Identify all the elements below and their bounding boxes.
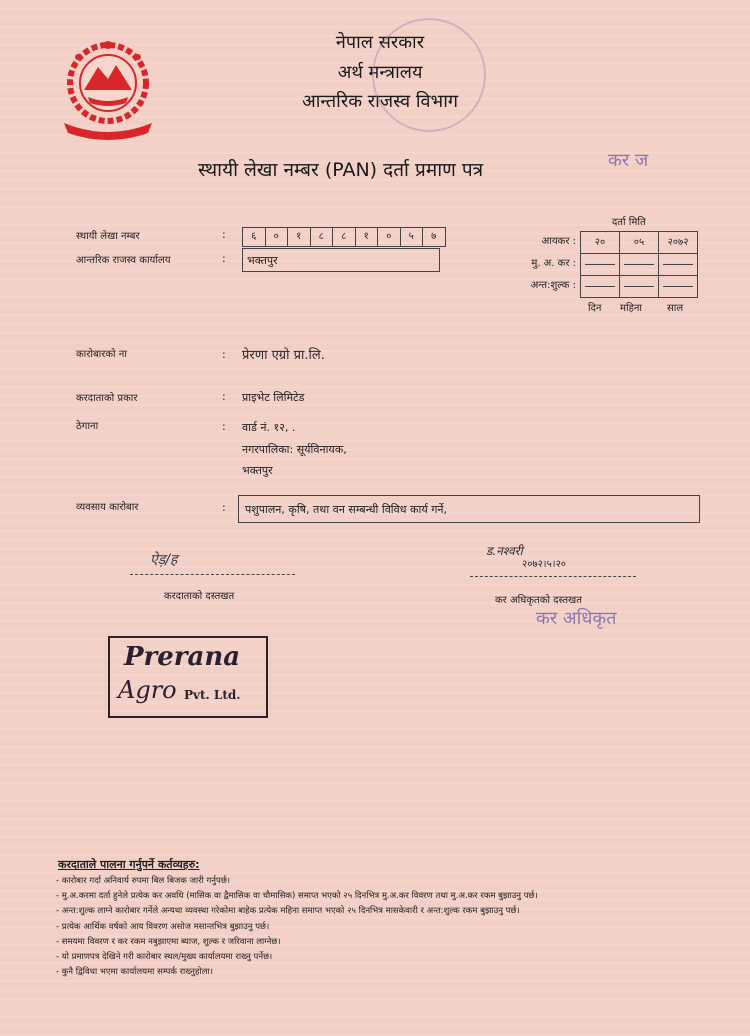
address-line2: नगरपालिका: सूर्यविनायक, bbox=[242, 443, 347, 456]
registration-labels bbox=[500, 231, 576, 297]
pan-digit: ७ bbox=[431, 231, 437, 242]
registration-date-grid bbox=[580, 231, 698, 298]
pan-digit: १ bbox=[288, 228, 311, 246]
day-label: दिन bbox=[588, 303, 602, 314]
duty-item: - मु.अ.करमा दर्ता हुनेले प्रत्येक कर अवधि (मासिक वा द्वैमासिक वा चौमासिक) समाप्त भएको २५ दिनभित्र मु.अ.कर विवरण तथा मु.अ.कर रकम बुझाउनु पर्छ। bbox=[56, 891, 538, 902]
excise-label: अन्त:शुल्क : bbox=[530, 280, 576, 291]
pan-number-box bbox=[242, 227, 446, 247]
pan-digit: ८ bbox=[333, 228, 356, 246]
duty-item: - यो प्रमाणपत्र देखिने गरी कारोबार स्थल/मुख्य कार्यालयमा राख्नु पर्नेछ। bbox=[56, 952, 273, 963]
pan-digit: ५ bbox=[401, 228, 424, 246]
taxpayer-type-value: प्राइभेट लिमिटेड bbox=[242, 391, 305, 404]
address-line1: वार्ड नं. १२, . bbox=[242, 421, 296, 434]
company-stamp-pvt: Pvt. Ltd. bbox=[184, 688, 241, 702]
office-box bbox=[242, 248, 440, 272]
income-tax-row bbox=[581, 232, 697, 254]
excise-row bbox=[581, 276, 697, 297]
officer-signature-label: कर अधिकृतको दस्तखत bbox=[495, 595, 582, 606]
nepal-emblem-icon bbox=[58, 35, 158, 140]
officer-signature: ड.नश्वरी bbox=[486, 544, 523, 558]
company-stamp bbox=[108, 636, 268, 718]
header-government: नेपाल सरकार bbox=[335, 32, 425, 53]
office-value: भक्तपुर bbox=[247, 254, 278, 267]
office-label: आन्तरिक राजस्व कार्यालय bbox=[76, 255, 171, 266]
business-name-colon: : bbox=[222, 348, 226, 361]
duties-list bbox=[56, 874, 726, 980]
business-label: व्यवसाय कारोबार bbox=[76, 502, 139, 513]
top-stamp-text: कर ज bbox=[608, 150, 649, 171]
company-stamp-name: Prerana bbox=[124, 642, 241, 672]
taxpayer-type-label: करदाताको प्रकार bbox=[76, 393, 138, 404]
pan-digit: ६ bbox=[243, 228, 266, 246]
month-label: महिना bbox=[620, 303, 643, 314]
vat-label: मु. अ. कर : bbox=[531, 258, 576, 269]
officer-signature-line bbox=[470, 576, 636, 577]
registration-date-heading: दर्ता मिति bbox=[612, 217, 646, 228]
pan-digit: १ bbox=[356, 228, 379, 246]
office-colon: : bbox=[222, 252, 226, 265]
officer-stamp: कर अधिकृत bbox=[536, 608, 617, 629]
address-colon: : bbox=[222, 420, 226, 433]
address-label: ठेगाना bbox=[76, 421, 99, 432]
header-ministry: अर्थ मन्त्रालय bbox=[337, 62, 423, 83]
pan-digit: ० bbox=[266, 228, 289, 246]
year-label: साल bbox=[667, 303, 684, 314]
duties-heading: करदाताले पालना गर्नुपर्ने कर्तव्यहरु: bbox=[58, 858, 200, 871]
duty-item: - अन्त:शुल्क लाग्ने कारोबार गर्नेले अन्यथा व्यवस्था गरेकोमा बाहेक प्रत्येक महिना समाप्त भएको २५ दिनभित्र मासकेवारी र अन्त:शुल्क रकम बुझाउनु पर्छ। bbox=[56, 906, 520, 917]
taxpayer-signature-line bbox=[130, 574, 295, 575]
pan-digit: ८ bbox=[311, 228, 334, 246]
pan-label: स्थायी लेखा नम्बर bbox=[76, 231, 140, 242]
income-tax-month: ०५ bbox=[620, 232, 659, 253]
taxpayer-signature: ऐड़/ह bbox=[150, 552, 178, 568]
income-tax-label: आयकर : bbox=[541, 236, 576, 247]
pan-digit: ० bbox=[378, 228, 401, 246]
business-colon: : bbox=[222, 501, 226, 514]
certificate-title: स्थायी लेखा नम्बर (PAN) दर्ता प्रमाण पत्र bbox=[198, 159, 484, 181]
taxpayer-signature-label: करदाताको दस्तखत bbox=[164, 591, 235, 602]
vat-row bbox=[581, 254, 697, 276]
address-line3: भक्तपुर bbox=[242, 464, 273, 477]
pan-colon: : bbox=[222, 228, 226, 241]
duty-item: - कारोबार गर्दा अनिवार्य रुपमा बिल बिजक जारी गर्नुपर्छ। bbox=[56, 876, 230, 886]
duty-item: - प्रत्येक आर्थिक वर्षको आय विवरण असोज मसान्तभित्र बुझाउनु पर्छ। bbox=[56, 921, 270, 932]
business-value: पशुपालन, कृषि, तथा वन सम्बन्धी विविध कार्य गर्ने, bbox=[245, 503, 447, 516]
duty-item: - कुनै द्विविधा भएमा कार्यालयमा सम्पर्क राख्नुहोला। bbox=[56, 967, 213, 978]
taxpayer-type-colon: : bbox=[222, 390, 226, 403]
duty-item: - समयमा विवरण र कर रकम नबुझाएमा ब्याज, शुल्क र जरिवाना लाग्नेछ। bbox=[56, 936, 281, 947]
office-seal-icon bbox=[372, 18, 486, 132]
business-name-label: कारोबारको ना bbox=[76, 349, 127, 360]
company-stamp-agro: Agro bbox=[118, 676, 177, 704]
income-tax-day: २० bbox=[581, 232, 620, 253]
business-box bbox=[238, 495, 700, 523]
business-name-value: प्रेरणा एग्रो प्रा.लि. bbox=[242, 348, 325, 363]
officer-sign-date: २०७२।५।२० bbox=[522, 559, 566, 570]
header-department: आन्तरिक राजस्व विभाग bbox=[301, 91, 458, 112]
income-tax-year: २०७२ bbox=[667, 237, 689, 248]
